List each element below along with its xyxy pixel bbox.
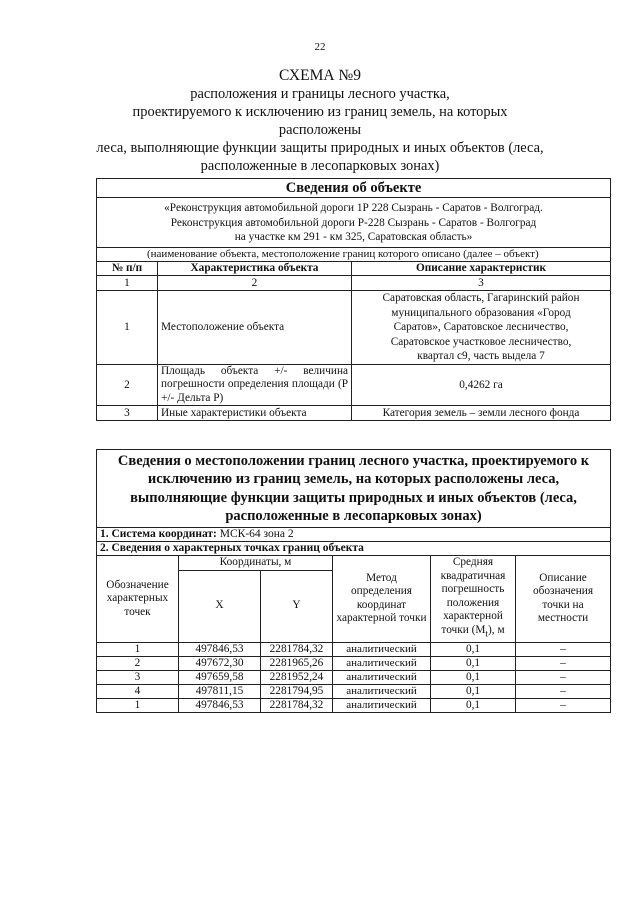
object-note: (наименование объекта, местоположение границ которого описано (далее – объект): [97, 248, 611, 262]
points-section-title: 2. Сведения о характерных точках границ объекта: [97, 542, 611, 556]
object-description: [97, 198, 611, 248]
heading-line: проектируемого к исключению из границ земель, на которых расположены: [132, 104, 508, 138]
column-number: 3: [352, 276, 611, 291]
column-number: 2: [158, 276, 352, 291]
row-description: 0,4262 га: [352, 364, 611, 406]
point-id: 3: [97, 670, 179, 684]
document-heading: [95, 66, 545, 175]
object-description-line: Реконструкция автомобильной дороги Р-228 Сызрань - Саратов - Волгоград: [170, 216, 537, 229]
point-method: аналитический: [333, 642, 431, 656]
column-header-coordinates: Координаты, м: [179, 556, 333, 571]
column-header-location: Описание обозначения точки на местности: [516, 556, 611, 643]
row-description-line: Саратов», Саратовское лесничество,: [393, 321, 569, 333]
boundary-table: [96, 449, 611, 713]
point-location: –: [516, 670, 611, 684]
table-row: [97, 642, 611, 656]
column-header-method: Метод определения координат характерной точки: [333, 556, 431, 643]
point-y: 2281784,32: [261, 642, 333, 656]
boundary-header: Сведения о местоположении границ лесного участка, проектируемого к исключению из границ земель, на которых расположены леса, выполняющие функции защиты природных и иных объектов (леса, расположенные в лесопарковых зонах): [97, 450, 611, 528]
page-number: 22: [314, 41, 326, 53]
row-description-line: муниципального образования «Город: [391, 306, 571, 319]
column-header-error: [431, 556, 516, 643]
heading-line: леса, выполняющие функции защиты природных и иных объектов (леса,: [96, 140, 544, 156]
coordinate-system-label: 1. Система координат:: [100, 528, 217, 540]
point-y: 2281965,26: [261, 656, 333, 670]
table-row: [97, 406, 611, 421]
coordinate-system: [97, 528, 611, 542]
error-header-subscript: t: [485, 628, 489, 639]
row-characteristic: Местоположение объекта: [158, 291, 352, 365]
point-error: 0,1: [431, 656, 516, 670]
point-location: –: [516, 656, 611, 670]
column-header-description: Описание характеристик: [352, 262, 611, 276]
error-header-suffix: ), м: [488, 623, 505, 636]
table-row: [97, 684, 611, 698]
object-info-table: [96, 178, 611, 421]
table-row: [97, 656, 611, 670]
point-id: 1: [97, 698, 179, 712]
error-header-text: Средняя квадратичная погрешность положения характерной точки (M: [440, 556, 506, 636]
point-method: аналитический: [333, 656, 431, 670]
row-description-line: Саратовская область, Гагаринский район: [382, 292, 580, 304]
column-header-characteristic: Характеристика объекта: [158, 262, 352, 276]
row-description-line: Саратовское участковое лесничество,: [390, 335, 572, 348]
point-x: 497846,53: [179, 698, 261, 712]
table-row: [97, 670, 611, 684]
point-id: 2: [97, 656, 179, 670]
point-id: 1: [97, 642, 179, 656]
point-y: 2281794,95: [261, 684, 333, 698]
object-description-line: «Реконструкция автомобильной дороги 1Р 228 Сызрань - Саратов - Волгоград.: [164, 202, 543, 215]
column-header-num: № п/п: [97, 262, 158, 276]
point-x: 497811,15: [179, 684, 261, 698]
row-description: [352, 291, 611, 365]
column-number: 1: [97, 276, 158, 291]
heading-line: расположенные в лесопарковых зонах): [200, 158, 440, 174]
table-row: [97, 364, 611, 406]
point-error: 0,1: [431, 698, 516, 712]
point-x: 497846,53: [179, 642, 261, 656]
point-method: аналитический: [333, 684, 431, 698]
point-error: 0,1: [431, 670, 516, 684]
point-x: 497672,30: [179, 656, 261, 670]
object-description-line: на участке км 291 - км 325, Саратовская область»: [234, 231, 473, 244]
column-header-x: X: [179, 570, 261, 642]
table-row: [97, 698, 611, 712]
row-number: 3: [97, 406, 158, 421]
point-error: 0,1: [431, 642, 516, 656]
point-x: 497659,58: [179, 670, 261, 684]
column-header-y: Y: [261, 570, 333, 642]
point-error: 0,1: [431, 684, 516, 698]
point-y: 2281952,24: [261, 670, 333, 684]
object-info-header: Сведения об объекте: [97, 179, 611, 198]
point-location: –: [516, 642, 611, 656]
point-id: 4: [97, 684, 179, 698]
point-method: аналитический: [333, 698, 431, 712]
point-location: –: [516, 684, 611, 698]
column-header-designation: Обозначение характерных точек: [97, 556, 179, 643]
row-number: 2: [97, 364, 158, 406]
heading-line: расположения и границы лесного участка,: [190, 86, 450, 102]
row-description: Категория земель – земли лесного фонда: [352, 406, 611, 421]
coordinate-system-value: МСК-64 зона 2: [219, 528, 294, 540]
point-method: аналитический: [333, 670, 431, 684]
point-y: 2281784,32: [261, 698, 333, 712]
schema-title: СХЕМА №9: [279, 67, 361, 84]
row-description-line: квартал с9, часть выдела 7: [417, 350, 545, 362]
row-number: 1: [97, 291, 158, 365]
table-row: [97, 291, 611, 365]
point-location: –: [516, 698, 611, 712]
row-characteristic: Площадь объекта +/- величина погрешности определения площади (Р +/- Дельта Р): [158, 364, 352, 406]
row-characteristic: Иные характеристики объекта: [158, 406, 352, 421]
